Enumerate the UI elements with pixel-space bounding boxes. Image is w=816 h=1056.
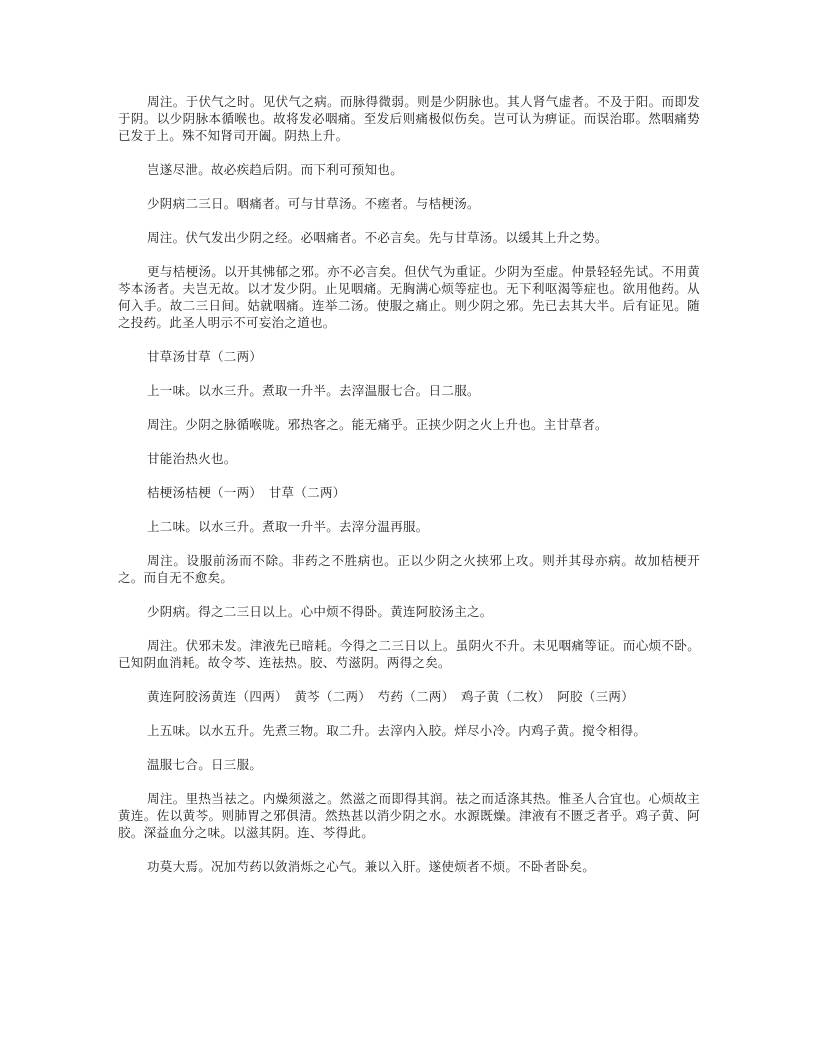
paragraph: 甘能治热火也。: [147, 451, 237, 466]
paragraph: 少阴病二三日。咽痛者。可与甘草汤。不瘥者。与桔梗汤。: [147, 196, 480, 211]
formula-heading: 甘草汤甘草（二两）: [147, 349, 263, 364]
paragraph: 周注。伏邪未发。津液先已暗耗。今得之二三日以上。虽阴火不升。未见咽痛等证。而心烦不卧。已知阴血消耗。故令芩、连祛热。胶、芍滋阴。两得之矣。: [118, 638, 700, 670]
paragraph: 周注。伏气发出少阴之经。必咽痛者。不必言矣。先与甘草汤。以缓其上升之势。: [147, 230, 608, 245]
paragraph: 周注。里热当祛之。内燥须滋之。然滋之而即得其润。祛之而适涤其热。惟圣人合宜也。心烦故主黄连。佐以黄芩。则肺胃之邪俱清。然热甚以消少阴之水。水源既燥。津液有不匮乏者乎。鸡子黄、阿胶。深益血分之味。以滋其阴。连、芩得此。: [118, 791, 700, 840]
paragraph: 周注。设服前汤而不除。非药之不胜病也。正以少阴之火挟邪上攻。则并其母亦病。故加桔梗开之。而自无不愈矣。: [118, 553, 700, 585]
document-body: [118, 93, 700, 892]
formula-heading: 桔梗汤桔梗（一两） 甘草（二两）: [147, 485, 346, 500]
paragraph: 上五味。以水五升。先煮三物。取二升。去滓内入胶。烊尽小冷。内鸡子黄。搅令相得。: [147, 723, 647, 738]
formula-heading: 黄连阿胶汤黄连（四两） 黄芩（二两） 芍药（二两） 鸡子黄（二枚） 阿胶（三两）: [147, 689, 635, 704]
paragraph: 功莫大焉。况加芍药以敛消烁之心气。兼以入肝。遂使烦者不烦。不卧者卧矣。: [147, 859, 596, 874]
paragraph: 温服七合。日三服。: [147, 757, 263, 772]
paragraph: 上一味。以水三升。煮取一升半。去滓温服七合。日二服。: [147, 383, 480, 398]
paragraph: 周注。少阴之脉循喉咙。邪热客之。能无痛乎。正挟少阴之火上升也。主甘草者。: [147, 417, 608, 432]
paragraph: 上二味。以水三升。煮取一升半。去滓分温再服。: [147, 519, 429, 534]
paragraph: 少阴病。得之二三日以上。心中烦不得卧。黄连阿胶汤主之。: [147, 604, 493, 619]
paragraph: 周注。于伏气之时。见伏气之病。而脉得微弱。则是少阴脉也。其人肾气虚者。不及于阳。而即发于阴。以少阴脉本循喉也。故将发必咽痛。至发后则痛极似伤矣。岂可认为痹证。而误治耶。然咽痛势已发于上。殊不知肾司开阖。阴热上升。: [118, 94, 700, 143]
paragraph: 更与桔梗汤。以开其怫郁之邪。亦不必言矣。但伏气为重证。少阴为至虚。仲景轻轻先试。不用黄芩本汤者。夫岂无故。以才发少阴。止见咽痛。无胸满心烦等症也。无下利呕渴等症也。欲用他药。从何入手。故二三日间。姑就咽痛。连举二汤。使服之痛止。则少阴之邪。先已去其大半。后有证见。随之投药。此圣人明示不可妄治之道也。: [118, 264, 700, 330]
paragraph: 岂遂尽泄。故必疾趋后阴。而下利可预知也。: [147, 162, 404, 177]
